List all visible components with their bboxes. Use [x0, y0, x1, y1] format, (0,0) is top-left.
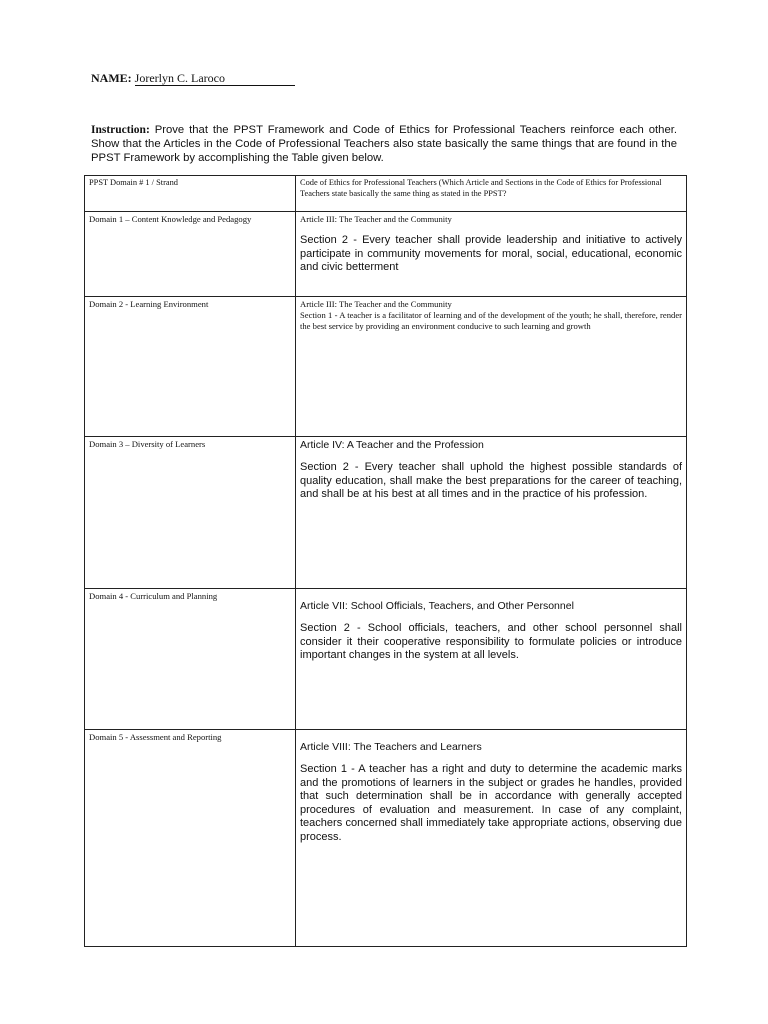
section-text: Section 2 - School officials, teachers, and other school personnel shall consider it their cooperative responsibility to formulate policies or introduce important changes in the system at all levels. — [300, 622, 682, 662]
header-ppst-domain: PPST Domain # 1 / Strand — [85, 176, 296, 212]
ethics-cell — [296, 297, 687, 437]
ethics-cell — [296, 212, 687, 297]
instruction-text: Prove that the PPST Framework and Code of Ethics for Professional Teachers reinforce each other. Show that the Articles in the Code of Professional Teachers also state basically the same things that are found in the PPST Framework by accomplishing the Table given below. — [91, 124, 678, 164]
table-row — [85, 212, 687, 297]
domain-cell: Domain 5 - Assessment and Reporting — [85, 730, 296, 947]
article-title: Article IV: A Teacher and the Profession — [300, 439, 484, 451]
table-row — [85, 437, 687, 589]
article-title: Article III: The Teacher and the Community — [300, 299, 452, 309]
table-row — [85, 297, 687, 437]
section-text: Section 1 - A teacher is a facilitator of learning and of the development of the youth; he shall, therefore, render the best service by providing an environment conducive to such learning and growth — [300, 310, 682, 332]
name-line — [91, 71, 295, 86]
article-title: Article VII: School Officials, Teachers, and Other Personnel — [300, 600, 574, 612]
domain-cell: Domain 4 - Curriculum and Planning — [85, 589, 296, 730]
article-title: Article VIII: The Teachers and Learners — [300, 741, 482, 753]
article-title: Article III: The Teacher and the Community — [300, 214, 452, 224]
ethics-cell — [296, 437, 687, 589]
domain-cell: Domain 3 – Diversity of Learners — [85, 437, 296, 589]
ppst-code-of-ethics-table — [84, 175, 687, 947]
instruction-paragraph — [91, 123, 677, 165]
ethics-cell — [296, 589, 687, 730]
table-header-row — [85, 176, 687, 212]
section-text: Section 2 - Every teacher shall provide leadership and initiative to actively participate in community movements for moral, social, educational, economic and civic betterment — [300, 234, 682, 274]
header-code-of-ethics: Code of Ethics for Professional Teachers (Which Article and Sections in the Code of Ethics for Professional Teachers state basically the same thing as stated in the PPST? — [296, 176, 687, 212]
section-text: Section 1 - A teacher has a right and duty to determine the academic marks and the promotions of learners in the subject or grades he handles, provided that such determination shall be in accordance with generally accepted procedures of evaluation and measurement. In case of any complaint, teachers concerned shall immediately take appropriate actions, observing due process. — [300, 763, 682, 843]
table-row — [85, 730, 687, 947]
section-text: Section 2 - Every teacher shall uphold the highest possible standards of quality education, shall make the best preparations for the career of teaching, and shall be at his best at all times and in the practice of his profession. — [300, 461, 682, 501]
table-row — [85, 589, 687, 730]
domain-cell: Domain 2 - Learning Environment — [85, 297, 296, 437]
ethics-cell — [296, 730, 687, 947]
instruction-label: Instruction: — [91, 124, 150, 136]
domain-cell: Domain 1 – Content Knowledge and Pedagogy — [85, 212, 296, 297]
name-label: NAME: — [91, 71, 132, 85]
name-value: Jorerlyn C. Laroco — [135, 72, 295, 86]
